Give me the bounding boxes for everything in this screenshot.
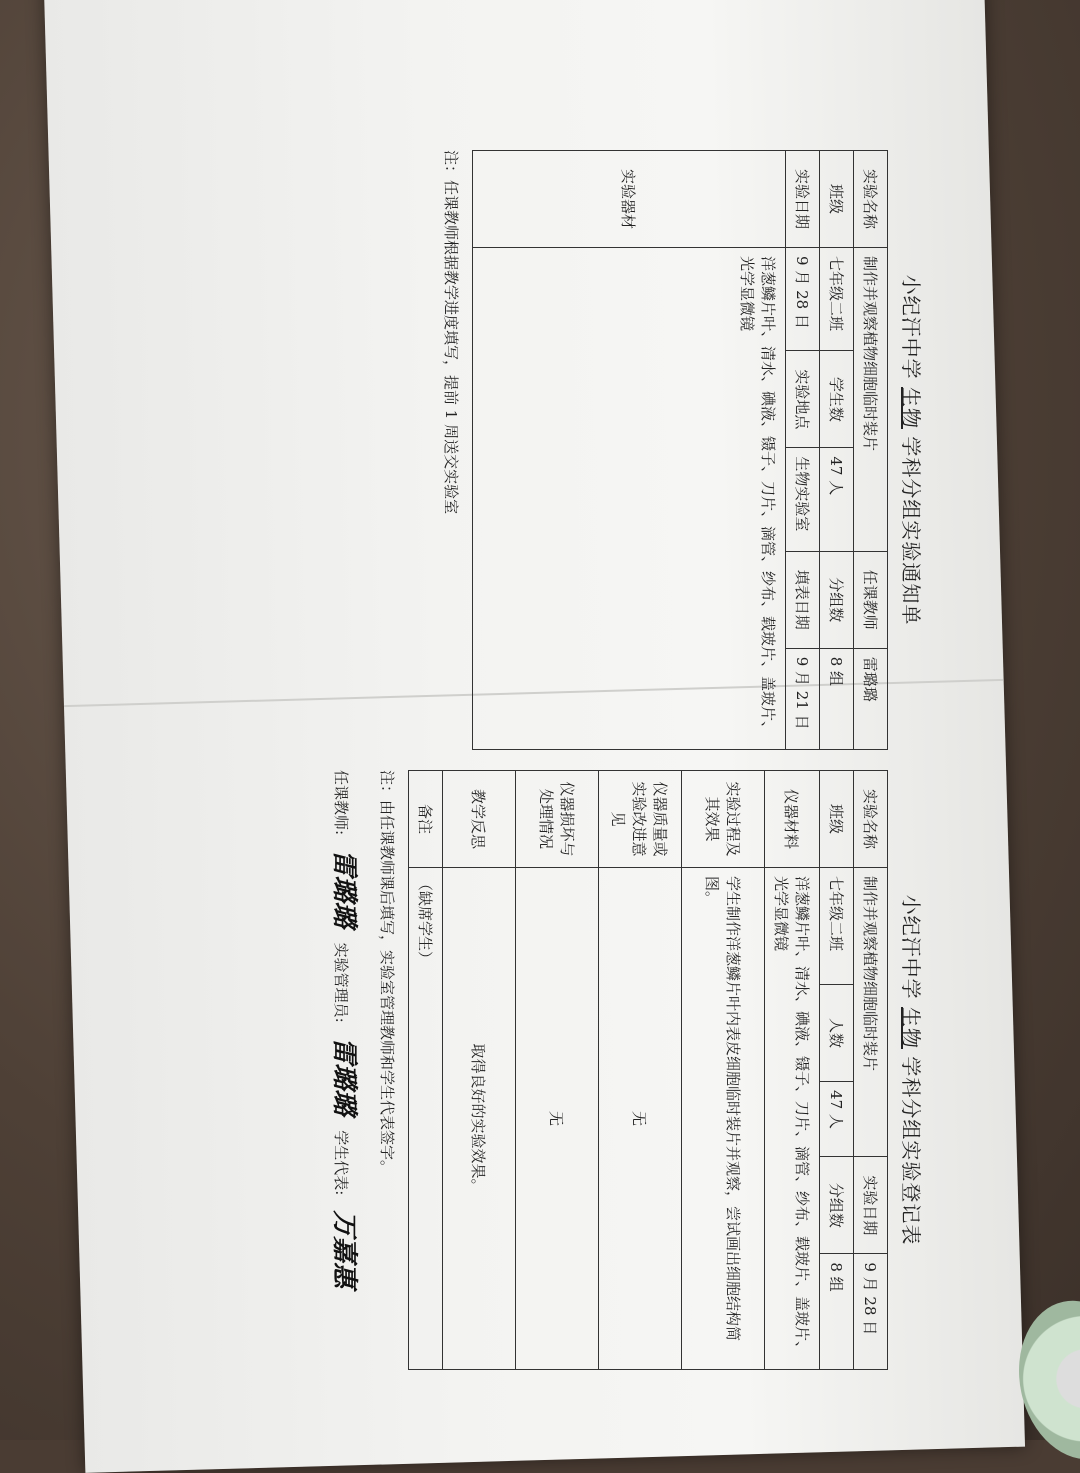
students-value: 47 人 — [820, 448, 854, 551]
date-value: 9 月 28 日 — [786, 248, 820, 351]
record-footnote: 注：由任课教师课后填写，实验室管理教师和学生代表签字。 — [378, 770, 396, 1176]
teacher-label: 任课教师 — [854, 551, 888, 648]
class-value: 七年级二班 — [820, 248, 854, 351]
notice-page — [55, 150, 935, 750]
record-count-label: 人数 — [820, 985, 854, 1082]
equipment-value: 洋葱鳞片叶、清水、碘液、镊子、刀片、滴管、纱布、载玻片、盖玻片、光学显微镜 — [473, 248, 786, 750]
notice-title-subject: 生物 — [899, 387, 923, 429]
record-quality-value: 无 — [599, 868, 682, 1370]
notice-table — [472, 150, 888, 750]
equipment-label: 实验器材 — [473, 151, 786, 248]
record-reflection-label: 教学反思 — [443, 771, 516, 868]
record-title-school: 小纪汗中学 — [899, 894, 923, 1000]
record-equipment-value: 洋葱鳞片叶、清水、碘液、镊子、刀片、滴管、纱布、载玻片、盖玻片、光学显微镜 — [765, 868, 820, 1370]
fill-date-label: 填表日期 — [786, 551, 820, 648]
record-date-value: 9 月 28 日 — [854, 1254, 888, 1370]
notice-title — [898, 150, 927, 750]
record-process-value: 学生制作洋葱鳞片叶内表皮细胞临时装片并观察，尝试画出细胞结构简图。 — [682, 868, 765, 1370]
record-table — [408, 770, 888, 1370]
experiment-name-value: 制作并观察植物细胞临时装片 — [854, 248, 888, 552]
experiment-name-label: 实验名称 — [854, 151, 888, 248]
record-equipment-label: 仪器材料 — [765, 771, 820, 868]
record-quality-label: 仪器质量或实验改进意见 — [599, 771, 682, 868]
record-count-value: 47 人 — [820, 1082, 854, 1157]
date-label: 实验日期 — [786, 151, 820, 248]
record-process-label: 实验过程及其效果 — [682, 771, 765, 868]
record-name-value: 制作并观察植物细胞临时装片 — [854, 868, 888, 1157]
record-page — [55, 770, 935, 1370]
notice-footnote: 注：任课教师根据教学进度填写，提前 1 周送交实验室 — [442, 150, 460, 515]
signature-line — [328, 770, 365, 1370]
teacher-sign-label: 任课教师: — [332, 770, 350, 836]
groups-label: 分组数 — [820, 551, 854, 648]
student-rep-label: 学生代表: — [332, 1130, 350, 1196]
record-title-suffix: 学科分组实验登记表 — [899, 1056, 923, 1246]
student-rep-signature: 万嘉惠 — [329, 1210, 359, 1289]
record-damage-value: 无 — [516, 868, 599, 1370]
record-class-label: 班级 — [820, 771, 854, 868]
record-groups-value: 8 组 — [820, 1254, 854, 1370]
record-class-value: 七年级二班 — [820, 868, 854, 985]
students-label: 学生数 — [820, 351, 854, 448]
groups-value: 8 组 — [820, 648, 854, 749]
notice-title-school: 小纪汗中学 — [899, 274, 923, 380]
fill-date-value: 9 月 21 日 — [786, 648, 820, 749]
record-title — [898, 770, 927, 1370]
teacher-value: 雷璐璐 — [854, 648, 888, 749]
teacher-signature: 雷璐璐 — [329, 849, 359, 928]
record-title-subject: 生物 — [899, 1007, 923, 1049]
lab-manager-label: 实验管理员: — [332, 942, 350, 1023]
notice-title-suffix: 学科分组实验通知单 — [899, 436, 923, 626]
record-damage-label: 仪器损坏与处理情况 — [516, 771, 599, 868]
record-reflection-value: 取得良好的实验效果。 — [443, 868, 516, 1370]
record-remarks-label: 备注 — [409, 771, 443, 868]
place-value: 生物实验室 — [786, 448, 820, 551]
place-label: 实验地点 — [786, 351, 820, 448]
record-name-label: 实验名称 — [854, 771, 888, 868]
record-remarks-value: （缺席学生） — [409, 868, 443, 1370]
record-date-label: 实验日期 — [854, 1157, 888, 1254]
lab-manager-signature: 雷璐璐 — [329, 1037, 359, 1116]
class-label: 班级 — [820, 151, 854, 248]
record-groups-label: 分组数 — [820, 1157, 854, 1254]
